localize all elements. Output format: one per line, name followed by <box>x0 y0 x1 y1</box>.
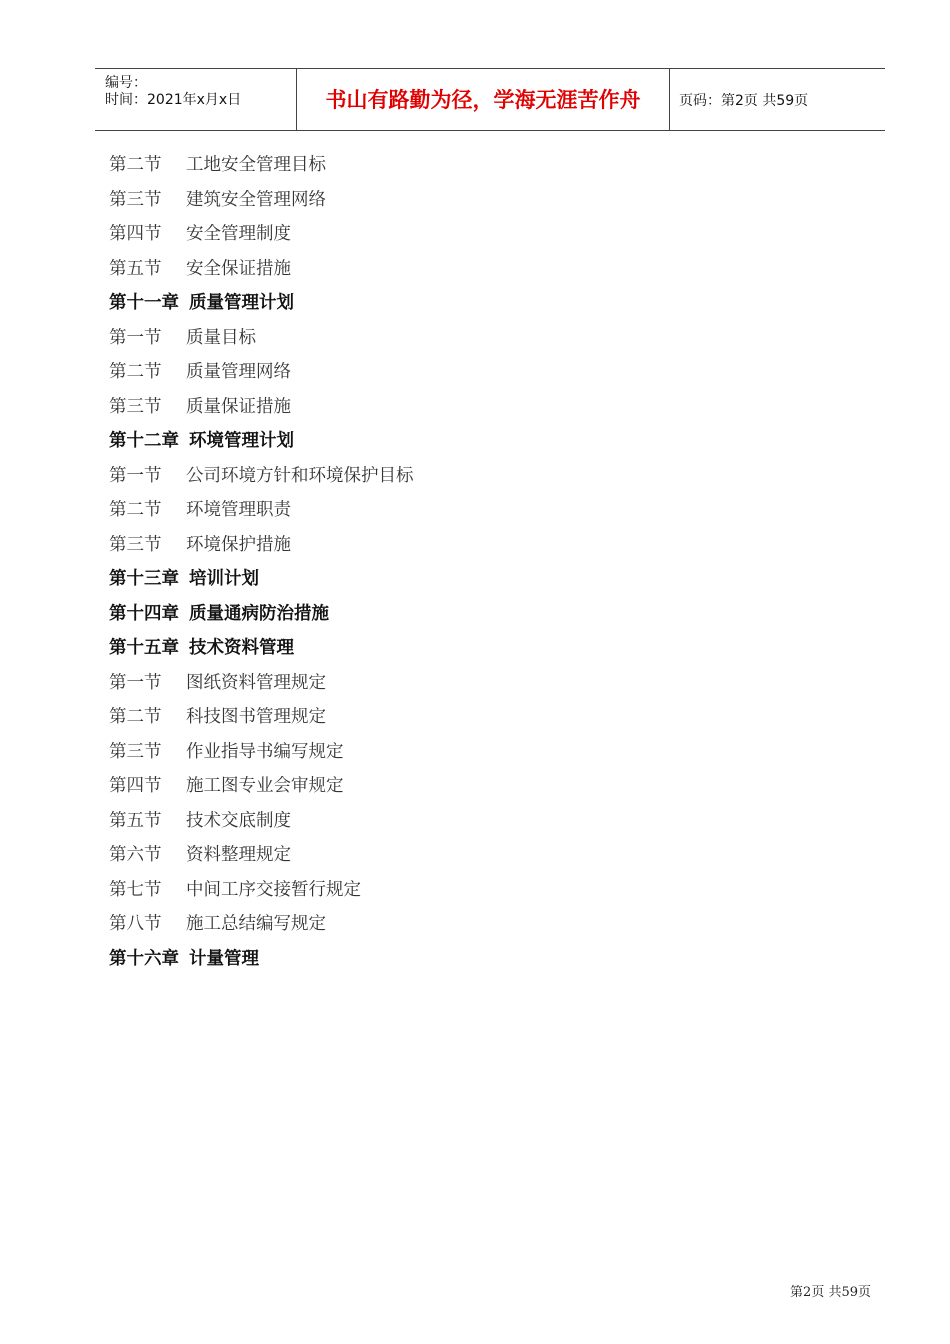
toc-entry-title: 环境管理职责 <box>186 500 291 520</box>
toc-entry-number: 第十二章 <box>109 431 179 451</box>
toc-chapter-entry <box>109 631 414 666</box>
toc-entry-title: 质量管理计划 <box>189 293 294 313</box>
document-number-label: 编号： <box>105 75 147 91</box>
toc-entry-title: 环境保护措施 <box>186 534 291 555</box>
toc-section-entry <box>109 528 414 563</box>
toc-entry-title: 质量目标 <box>186 327 256 348</box>
toc-entry-number: 第一节 <box>109 672 162 693</box>
toc-entry-number: 第十三章 <box>109 569 179 589</box>
toc-entry-number: 第十一章 <box>109 293 179 313</box>
toc-entry-title: 中间工序交接暂行规定 <box>186 879 361 900</box>
toc-entry-number: 第十四章 <box>109 603 179 624</box>
toc-section-entry <box>109 459 414 494</box>
toc-entry-number: 第七节 <box>109 879 162 900</box>
toc-entry-title: 科技图书管理规定 <box>186 707 326 727</box>
toc-entry-title: 施工图专业会审规定 <box>186 776 344 796</box>
toc-entry-title: 资料整理规定 <box>186 845 291 865</box>
toc-entry-number: 第四节 <box>109 776 162 796</box>
document-time-label: 时间：2021年x月x日 <box>105 92 242 108</box>
toc-entry-title: 技术资料管理 <box>189 638 294 658</box>
toc-section-entry <box>109 493 414 528</box>
toc-chapter-entry <box>109 424 414 459</box>
toc-entry-number: 第五节 <box>109 258 162 279</box>
toc-section-entry <box>109 390 414 425</box>
toc-entry-title: 安全管理制度 <box>186 224 291 244</box>
toc-entry-number: 第六节 <box>109 845 162 865</box>
header-motto-cell <box>297 69 670 130</box>
toc-section-entry <box>109 838 414 873</box>
toc-entry-title: 施工总结编写规定 <box>186 914 326 934</box>
toc-entry-number: 第二节 <box>109 362 162 382</box>
header-page-number: 页码：第2页 共59页 <box>679 93 809 109</box>
toc-section-entry <box>109 217 414 252</box>
toc-chapter-entry <box>109 562 414 597</box>
toc-entry-number: 第四节 <box>109 224 162 244</box>
toc-entry-title: 安全保证措施 <box>186 258 291 279</box>
toc-entry-title: 图纸资料管理规定 <box>186 672 326 693</box>
toc-entry-title: 环境管理计划 <box>189 431 294 451</box>
toc-entry-number: 第三节 <box>109 741 162 762</box>
toc-entry-number: 第五节 <box>109 810 162 831</box>
toc-section-entry <box>109 666 414 701</box>
page-header <box>95 68 885 131</box>
toc-entry-number: 第二节 <box>109 707 162 727</box>
toc-section-entry <box>109 804 414 839</box>
table-of-contents <box>109 148 414 976</box>
header-info-cell <box>95 69 297 130</box>
toc-chapter-entry <box>109 597 414 632</box>
toc-entry-title: 技术交底制度 <box>186 810 291 831</box>
page-footer: 第2页 共59页 <box>790 1285 871 1300</box>
toc-section-entry <box>109 769 414 804</box>
toc-entry-title: 公司环境方针和环境保护目标 <box>186 465 414 486</box>
toc-entry-number: 第二节 <box>109 500 162 520</box>
toc-entry-number: 第三节 <box>109 396 162 417</box>
toc-section-entry <box>109 907 414 942</box>
toc-chapter-entry <box>109 286 414 321</box>
toc-section-entry <box>109 148 414 183</box>
toc-entry-title: 培训计划 <box>189 569 259 589</box>
toc-entry-title: 质量管理网络 <box>186 362 291 382</box>
toc-entry-title: 作业指导书编写规定 <box>186 741 344 762</box>
toc-entry-number: 第八节 <box>109 914 162 934</box>
toc-entry-number: 第二节 <box>109 155 162 175</box>
toc-entry-title: 工地安全管理目标 <box>186 155 326 175</box>
toc-section-entry <box>109 700 414 735</box>
toc-section-entry <box>109 252 414 287</box>
toc-entry-number: 第三节 <box>109 189 162 210</box>
toc-section-entry <box>109 355 414 390</box>
toc-entry-number: 第三节 <box>109 534 162 555</box>
header-motto: 书山有路勤为径，学海无涯苦作舟 <box>325 88 641 112</box>
toc-entry-title: 质量通病防治措施 <box>189 603 329 624</box>
toc-section-entry <box>109 183 414 218</box>
toc-entry-title: 质量保证措施 <box>186 396 291 417</box>
toc-section-entry <box>109 321 414 356</box>
toc-entry-number: 第一节 <box>109 465 162 486</box>
toc-entry-number: 第十五章 <box>109 638 179 658</box>
toc-section-entry <box>109 735 414 770</box>
header-page-cell <box>670 69 885 130</box>
toc-entry-number: 第一节 <box>109 327 162 348</box>
toc-chapter-entry <box>109 942 414 977</box>
toc-entry-number: 第十六章 <box>109 948 179 969</box>
toc-entry-title: 计量管理 <box>189 948 259 969</box>
toc-section-entry <box>109 873 414 908</box>
toc-entry-title: 建筑安全管理网络 <box>186 189 326 210</box>
